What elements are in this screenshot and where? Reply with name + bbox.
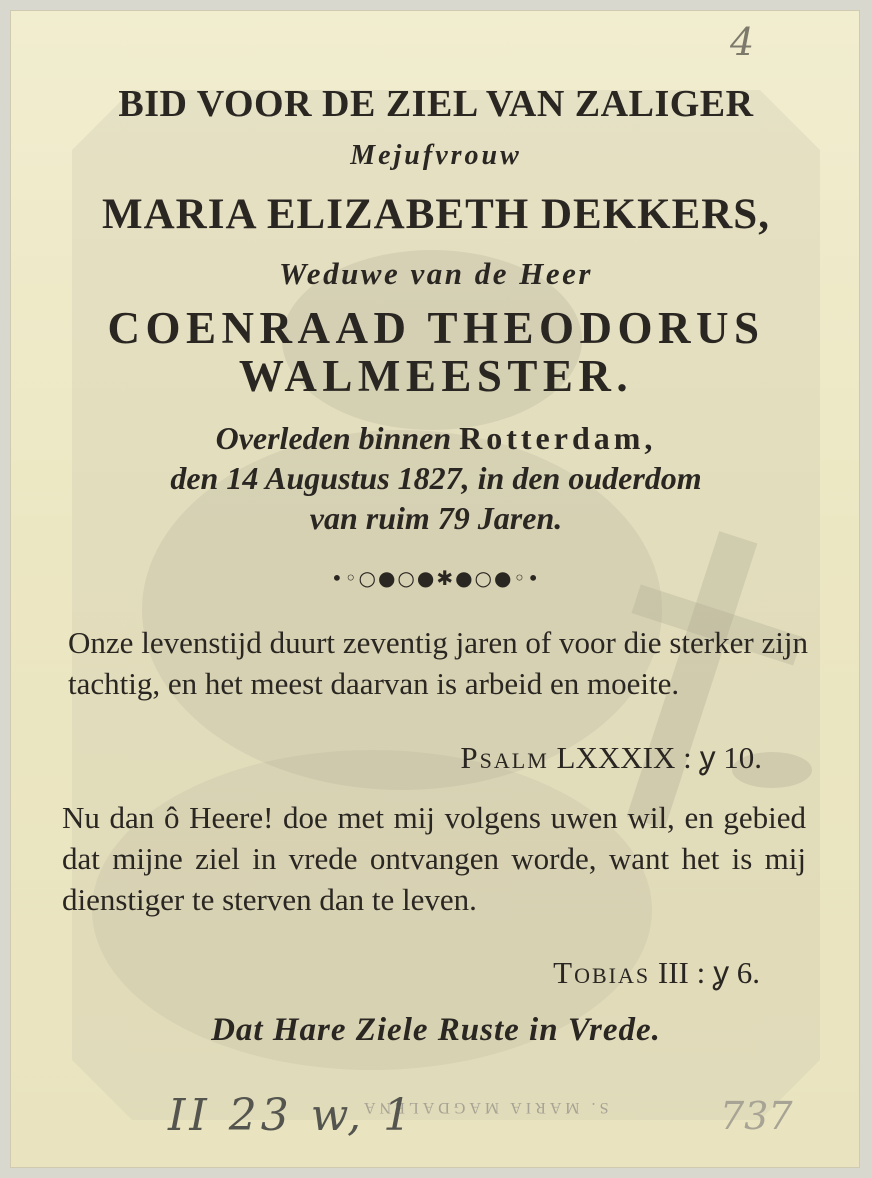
ornament-divider: •◦○●○●✱●○●◦•: [330, 566, 542, 590]
husband-name-line1: COENRAAD THEODORUS: [107, 303, 765, 353]
death-details: [0, 418, 872, 538]
widow-of-line: Weduwe van de Heer: [279, 256, 593, 291]
psalm-ref-number: LXXXIX : ỿ 10.: [556, 740, 762, 775]
death-place-prefix: Overleden binnen: [215, 420, 460, 456]
deceased-name: MARIA ELIZABETH DEKKERS,: [102, 191, 770, 238]
psalm-quote: Onze levenstijd duurt zeventig jaren of voor die sterker zijn tachtig, en het meest daarvan is arbeid en moeite.: [68, 625, 808, 701]
handwritten-inventory-number: 737: [720, 1094, 793, 1138]
handwritten-inventory-code: II 23 w, 1: [168, 1090, 416, 1141]
tobias-reference: [0, 952, 760, 993]
closing-prayer: Dat Hare Ziele Ruste in Vrede.: [211, 1012, 661, 1048]
tobias-ref-book: Tobias: [553, 955, 651, 990]
header-title: BID VOOR DE ZIEL VAN ZALIGER: [118, 83, 754, 125]
psalm-reference: [0, 737, 762, 778]
death-line-1: [0, 418, 872, 458]
death-line-2: den 14 Augustus 1827, in den ouderdom: [170, 460, 702, 496]
tobias-quote: Nu dan ô Heere! doe met mij volgens uwen wil, en gebied dat mijne ziel in vrede ontvangen worde, want het is mij dienstiger te sterven dan te leven.: [62, 800, 806, 917]
psalm-ref-book: Psalm: [460, 740, 549, 775]
tobias-ref-number: III : ỿ 6.: [657, 955, 760, 990]
header-mejufvrouw: Mejufvrouw: [350, 140, 522, 171]
husband-name-line2: WALMEESTER.: [238, 351, 634, 401]
engraving-caption: S. MARIA MAGDALENA: [360, 1099, 609, 1116]
death-line-3: van ruim 79 Jaren.: [309, 500, 563, 536]
handwritten-corner-number: 4: [730, 20, 755, 64]
death-city: Rotterdam,: [459, 420, 657, 456]
